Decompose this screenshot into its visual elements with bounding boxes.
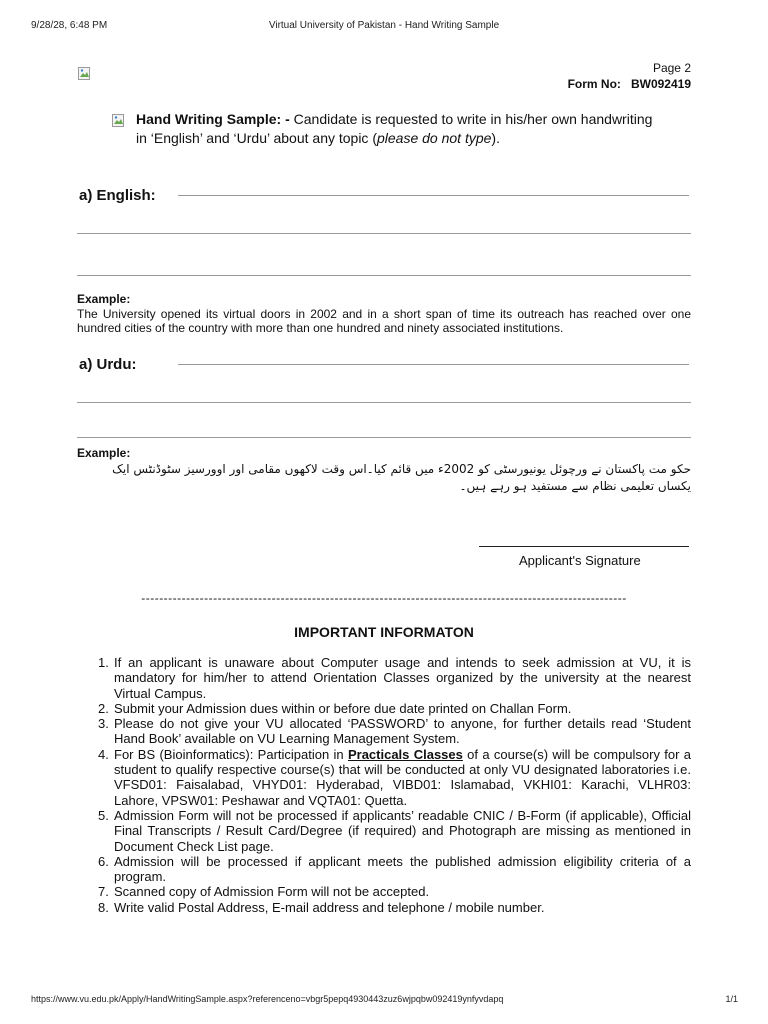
signature-label: Applicant's Signature [519, 553, 641, 568]
handwriting-instruction-emphasis: please do not type [377, 130, 492, 146]
english-section-label: a) English: [79, 187, 156, 204]
handwriting-instruction-text: Candidate is requested to write in his/her own handwriting in ‘English’ and ‘Urdu’ about any topic ( [136, 111, 653, 146]
urdu-section-label: a) Urdu: [79, 356, 137, 373]
page-number: Page 2 [652, 61, 691, 75]
list-item: 8. Write valid Postal Address, E-mail address and telephone / mobile number. [98, 899, 545, 915]
signature-line [479, 546, 689, 547]
english-writing-line-2 [77, 233, 691, 234]
practicals-classes-highlight: Practicals Classes [347, 746, 463, 762]
list-item: 3. Please do not give your VU allocated ‘PASSWORD’ to anyone, for further details read ‘Student Hand Book’ available on VU Learning Management System. [98, 716, 691, 747]
list-item: 5. Admission Form will not be processed if applicants’ readable CNIC / B-Form (if applicable), Official Final Transcripts / Result Card/Degree (if required) and Photograph are missing as mentioned in Document Check List page. [98, 807, 691, 854]
urdu-example-text: حکو مت پاکستان نے ورچوئل یونیورسٹی کو 2002ء میں قائم کیا۔اس وقت لاکھوں مقامی اور اوورسیز سٹوڈنٹس ایک یکساں تعلیمی نظام سے مستفید ہو رہے ہیں۔ [112, 462, 691, 493]
broken-image-icon [112, 114, 126, 128]
english-example-text: The University opened its virtual doors in 2002 and in a short span of time its outreach has reached over one hundred cities of the country with more than one hundred and ninety associated institutions. [77, 307, 691, 335]
important-info-heading: IMPORTANT INFORMATON [294, 624, 474, 640]
form-number-value: BW092419 [630, 77, 691, 91]
print-url: https://www.vu.edu.pk/Apply/HandWritingSample.aspx?referenceno=vbgr5pepq4930443zuz6wjpqbw092419ynfyvdapq [31, 994, 504, 1004]
print-page-title: Virtual University of Pakistan - Hand Writing Sample [268, 20, 500, 31]
urdu-writing-line-3 [77, 437, 691, 438]
list-item: 6. Admission will be processed if applicant meets the published admission eligibility criteria of a program. [98, 853, 691, 885]
english-writing-line-3 [77, 275, 691, 276]
handwriting-instructions [136, 110, 656, 148]
list-item: 1. If an applicant is unaware about Computer usage and intends to seek admission at VU, it is mandatory for him/her to attend Orientation Classes organized by the university at the nearest Virtual Campus. [98, 655, 691, 701]
dashed-separator: ------------------------------------------------------------------------------------------------------------ [141, 591, 627, 605]
handwriting-heading: Hand Writing Sample: - [136, 111, 290, 127]
english-example-label: Example: [77, 292, 131, 306]
list-item: 2. Submit your Admission dues within or before due date printed on Challan Form. [98, 700, 572, 716]
print-page-count: 1/1 [725, 994, 738, 1004]
print-datetime: 9/28/28, 6:48 PM [31, 20, 108, 31]
list-item: 4. For BS (Bioinformatics): Participation in Practicals Classes of a course(s) will be compulsory for a student to qualify respective course(s) that will be conducted at only VU designated laboratories i.e. VFSD01: Faisalabad, VHYD01: Hyderabad, VIBD01: Islamabad, VKHI01: Karachi, VLHR03: Lahore, VPSW01: Peshawar and VQTA01: Quetta. [98, 746, 691, 808]
handwriting-instruction-end: ). [491, 130, 500, 146]
urdu-writing-line-1 [178, 364, 689, 365]
urdu-writing-line-2 [77, 402, 691, 403]
broken-image-icon [78, 67, 92, 81]
english-writing-line-1 [178, 195, 689, 196]
form-number-label: Form No: [567, 77, 621, 91]
form-number [568, 77, 691, 91]
important-info-list [98, 655, 691, 915]
list-item: 7. Scanned copy of Admission Form will not be accepted. [98, 884, 430, 900]
urdu-example-label: Example: [77, 446, 131, 460]
